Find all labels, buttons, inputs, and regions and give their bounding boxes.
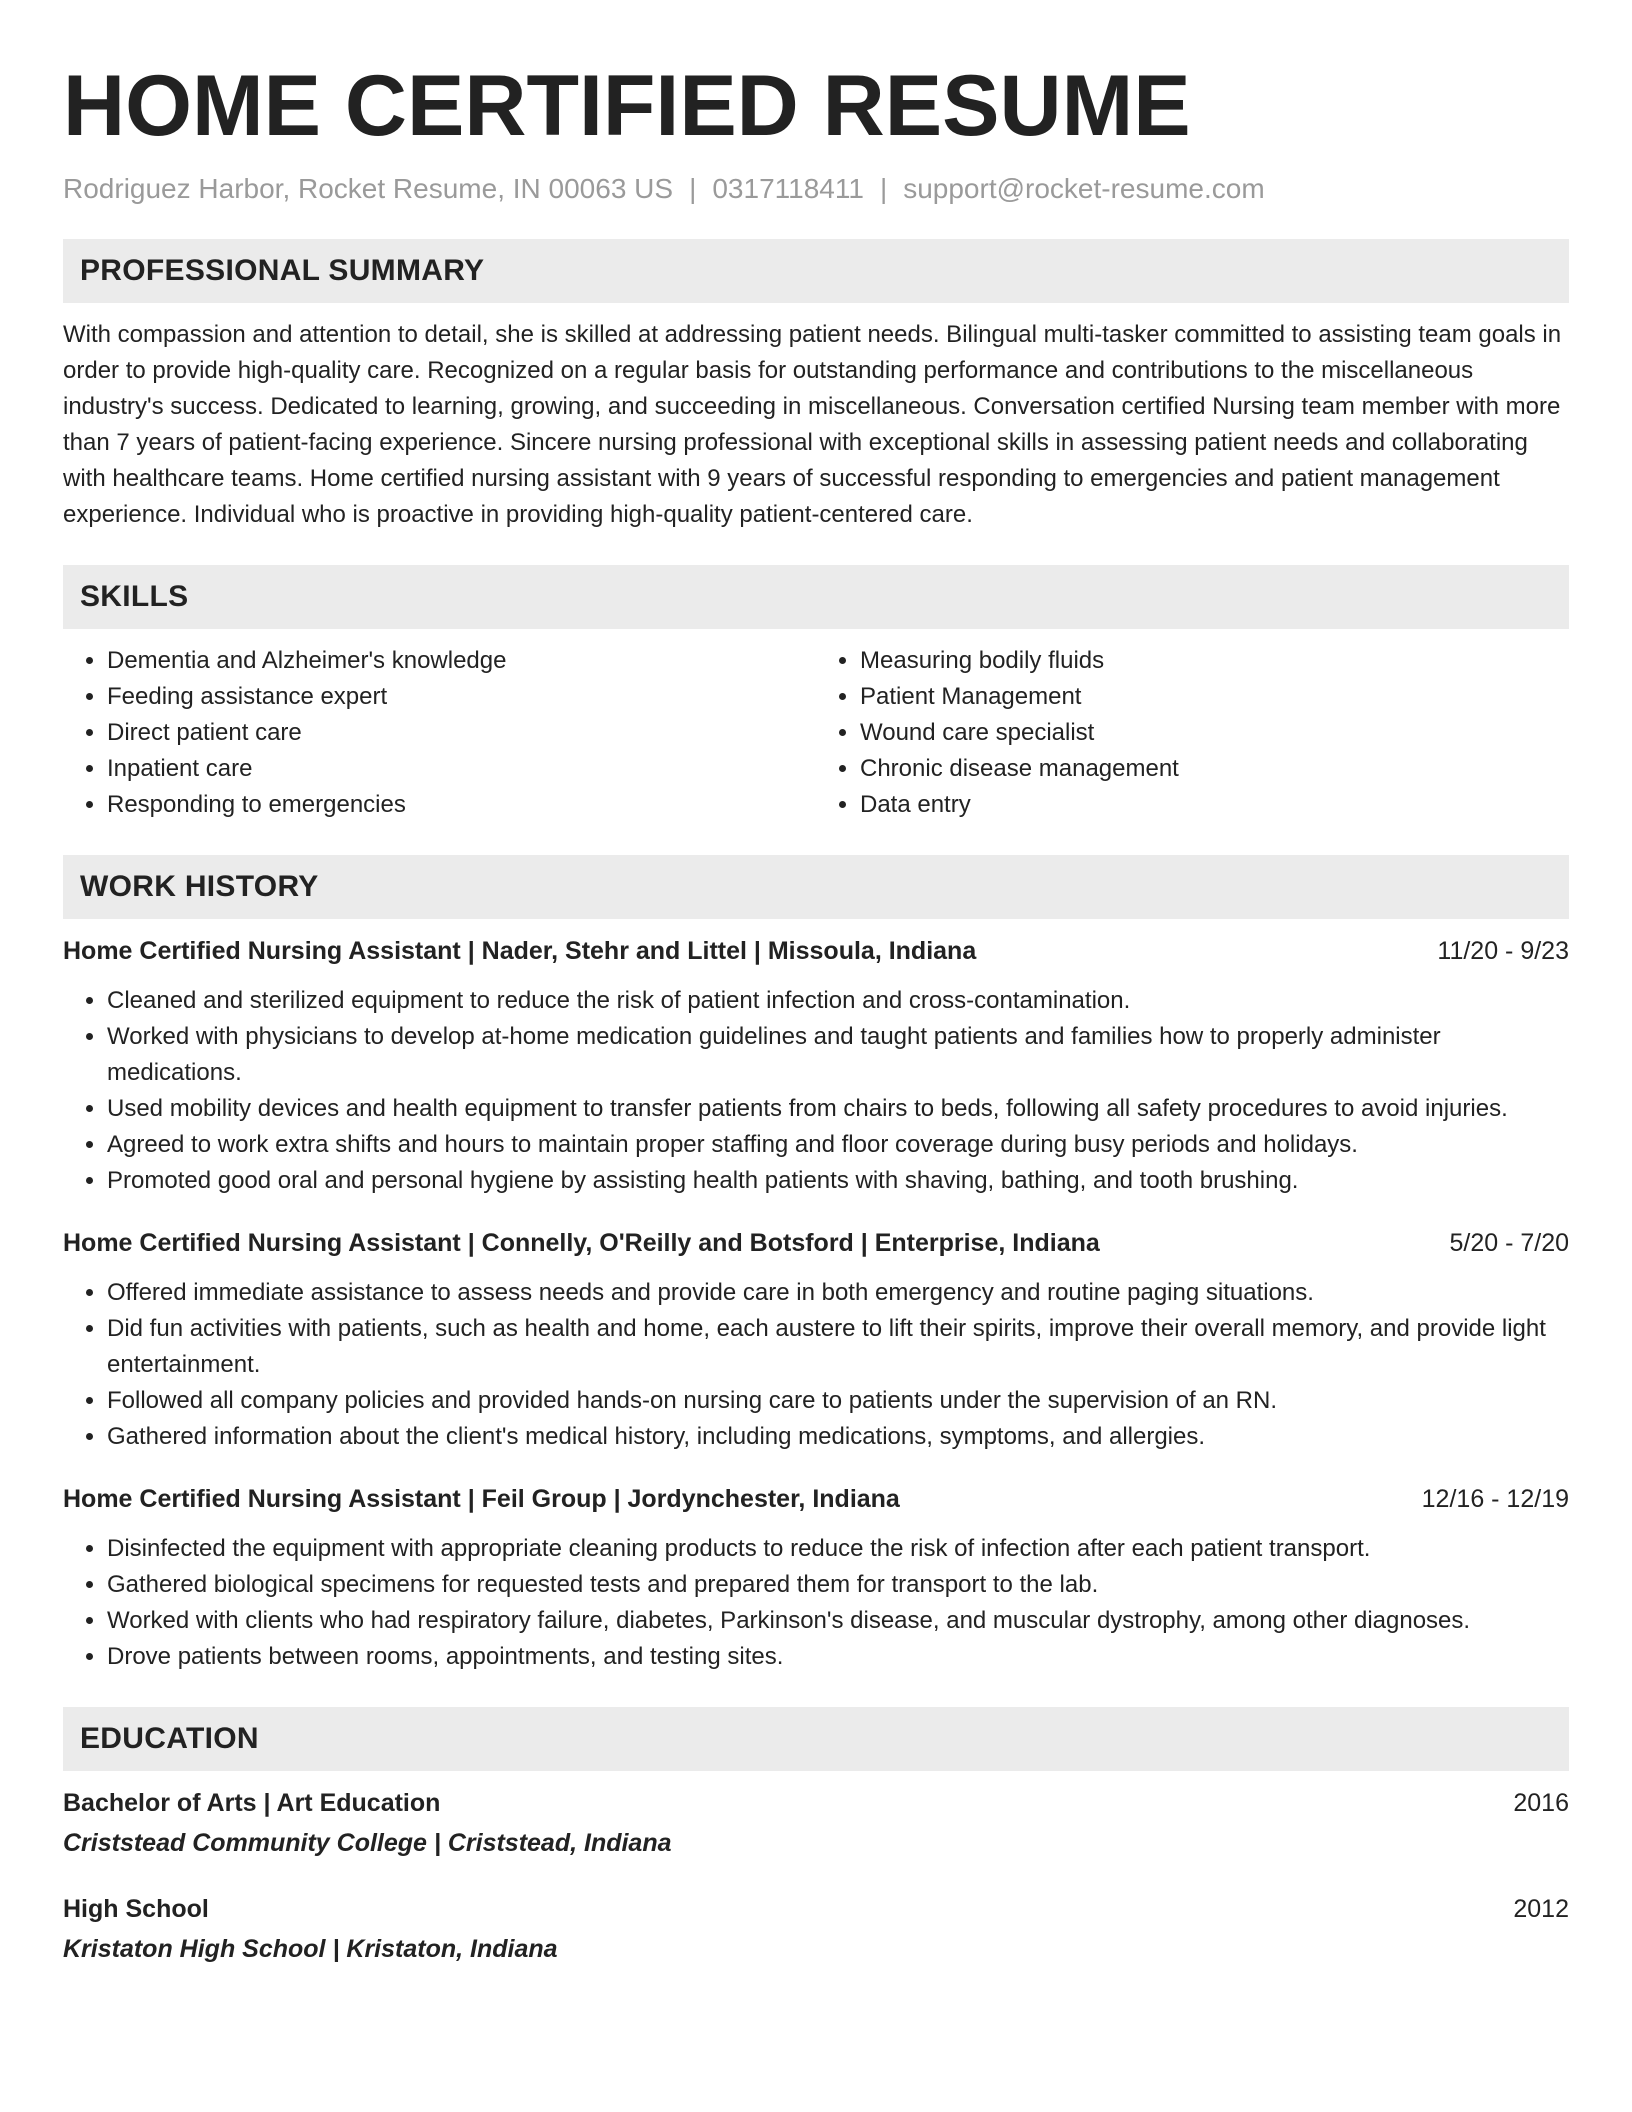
job-dates: 11/20 - 9/23 bbox=[1437, 937, 1569, 965]
skill-item: • Chronic disease management bbox=[860, 751, 1569, 787]
job-header bbox=[63, 933, 1569, 969]
address: Rodriguez Harbor, Rocket Resume, IN 00063 US bbox=[63, 173, 674, 204]
job-bullet: • Agreed to work extra shifts and hours to maintain proper staffing and floor coverage during busy periods and holidays. bbox=[107, 1127, 1569, 1163]
phone: 0317118411 bbox=[712, 173, 864, 204]
education-header bbox=[63, 1785, 1569, 1821]
job-dates: 5/20 - 7/20 bbox=[1449, 1229, 1569, 1257]
job-entry bbox=[63, 1481, 1569, 1675]
job-bullet: • Worked with physicians to develop at-home medication guidelines and taught patients and families how to properly administer medications. bbox=[107, 1019, 1569, 1091]
section-heading-summary: PROFESSIONAL SUMMARY bbox=[63, 239, 1569, 303]
contact-line bbox=[63, 171, 1569, 207]
contact-separator: | bbox=[879, 173, 888, 204]
resume-title: HOME CERTIFIED RESUME bbox=[63, 58, 1191, 154]
section-heading-work-history: WORK HISTORY bbox=[63, 855, 1569, 919]
job-entry bbox=[63, 933, 1569, 1199]
job-title: Home Certified Nursing Assistant | Nader, Stehr and Littel | Missoula, Indiana bbox=[63, 937, 977, 965]
education-school: Criststead Community College | Criststead, Indiana bbox=[63, 1829, 672, 1857]
education-year: 2016 bbox=[1513, 1789, 1569, 1817]
job-bullet: • Did fun activities with patients, such as health and home, each austere to lift their spirits, improve their overall memory, and provide light entertainment. bbox=[107, 1311, 1569, 1383]
education-entry bbox=[63, 1891, 1569, 1967]
education-school: Kristaton High School | Kristaton, Indiana bbox=[63, 1935, 558, 1963]
email-link[interactable]: support@rocket-resume.com bbox=[903, 173, 1265, 204]
job-title: Home Certified Nursing Assistant | Connelly, O'Reilly and Botsford | Enterprise, Indiana bbox=[63, 1229, 1100, 1257]
job-bullets bbox=[63, 983, 1569, 1199]
job-dates: 12/16 - 12/19 bbox=[1421, 1485, 1569, 1513]
job-bullet: • Drove patients between rooms, appointments, and testing sites. bbox=[107, 1639, 1569, 1675]
job-header bbox=[63, 1481, 1569, 1517]
skill-item: • Direct patient care bbox=[107, 715, 816, 751]
job-header bbox=[63, 1225, 1569, 1261]
skill-item: • Measuring bodily fluids bbox=[860, 643, 1569, 679]
job-bullet: • Gathered biological specimens for requested tests and prepared them for transport to the lab. bbox=[107, 1567, 1569, 1603]
job-bullet: • Offered immediate assistance to assess needs and provide care in both emergency and routine paging situations. bbox=[107, 1275, 1569, 1311]
job-bullet: • Promoted good oral and personal hygiene by assisting health patients with shaving, bathing, and tooth brushing. bbox=[107, 1163, 1569, 1199]
job-bullet: • Gathered information about the client's medical history, including medications, symptoms, and allergies. bbox=[107, 1419, 1569, 1455]
contact-separator: | bbox=[689, 173, 697, 204]
job-bullets bbox=[63, 1275, 1569, 1455]
education-degree: Bachelor of Arts | Art Education bbox=[63, 1789, 441, 1817]
skill-item: • Wound care specialist bbox=[860, 715, 1569, 751]
job-bullet: • Cleaned and sterilized equipment to reduce the risk of patient infection and cross-contamination. bbox=[107, 983, 1569, 1019]
job-entry bbox=[63, 1225, 1569, 1455]
section-heading-skills: SKILLS bbox=[63, 565, 1569, 629]
skill-item: • Inpatient care bbox=[107, 751, 816, 787]
job-bullet: • Disinfected the equipment with appropriate cleaning products to reduce the risk of infection after each patient transport. bbox=[107, 1531, 1569, 1567]
summary-text: With compassion and attention to detail, she is skilled at addressing patient needs. Bilingual multi-tasker committed to assisting team goals in order to provide high-quality care. Recognized on a regular basis for outstanding performance and contributions to the miscellaneous industry's success. Dedicated to learning, growing, and succeeding in miscellaneous. Conversation certified Nursing team member with more than 7 years of patient-facing experience. Sincere nursing professional with exceptional skills in assessing patient needs and collaborating with healthcare teams. Home certified nursing assistant with 9 years of successful responding to emergencies and patient management experience. Individual who is proactive in providing high-quality patient-centered care. bbox=[63, 321, 1562, 528]
skill-item: • Feeding assistance expert bbox=[107, 679, 816, 715]
job-bullet: • Worked with clients who had respiratory failure, diabetes, Parkinson's disease, and muscular dystrophy, among other diagnoses. bbox=[107, 1603, 1569, 1639]
job-bullet: • Followed all company policies and provided hands-on nursing care to patients under the supervision of an RN. bbox=[107, 1383, 1569, 1419]
skill-item: • Patient Management bbox=[860, 679, 1569, 715]
skills-column-right bbox=[816, 643, 1569, 823]
skills-column-left bbox=[63, 643, 816, 823]
education-year: 2012 bbox=[1513, 1895, 1569, 1923]
education-entry bbox=[63, 1785, 1569, 1861]
skills-list bbox=[63, 643, 1569, 823]
education-degree: High School bbox=[63, 1895, 209, 1923]
job-bullet: • Used mobility devices and health equipment to transfer patients from chairs to beds, following all safety procedures to avoid injuries. bbox=[107, 1091, 1569, 1127]
skill-item: • Responding to emergencies bbox=[107, 787, 816, 823]
job-bullets bbox=[63, 1531, 1569, 1675]
skill-item: • Dementia and Alzheimer's knowledge bbox=[107, 643, 816, 679]
education-header bbox=[63, 1891, 1569, 1927]
section-heading-education: EDUCATION bbox=[63, 1707, 1569, 1771]
job-title: Home Certified Nursing Assistant | Feil Group | Jordynchester, Indiana bbox=[63, 1485, 900, 1513]
skill-item: • Data entry bbox=[860, 787, 1569, 823]
